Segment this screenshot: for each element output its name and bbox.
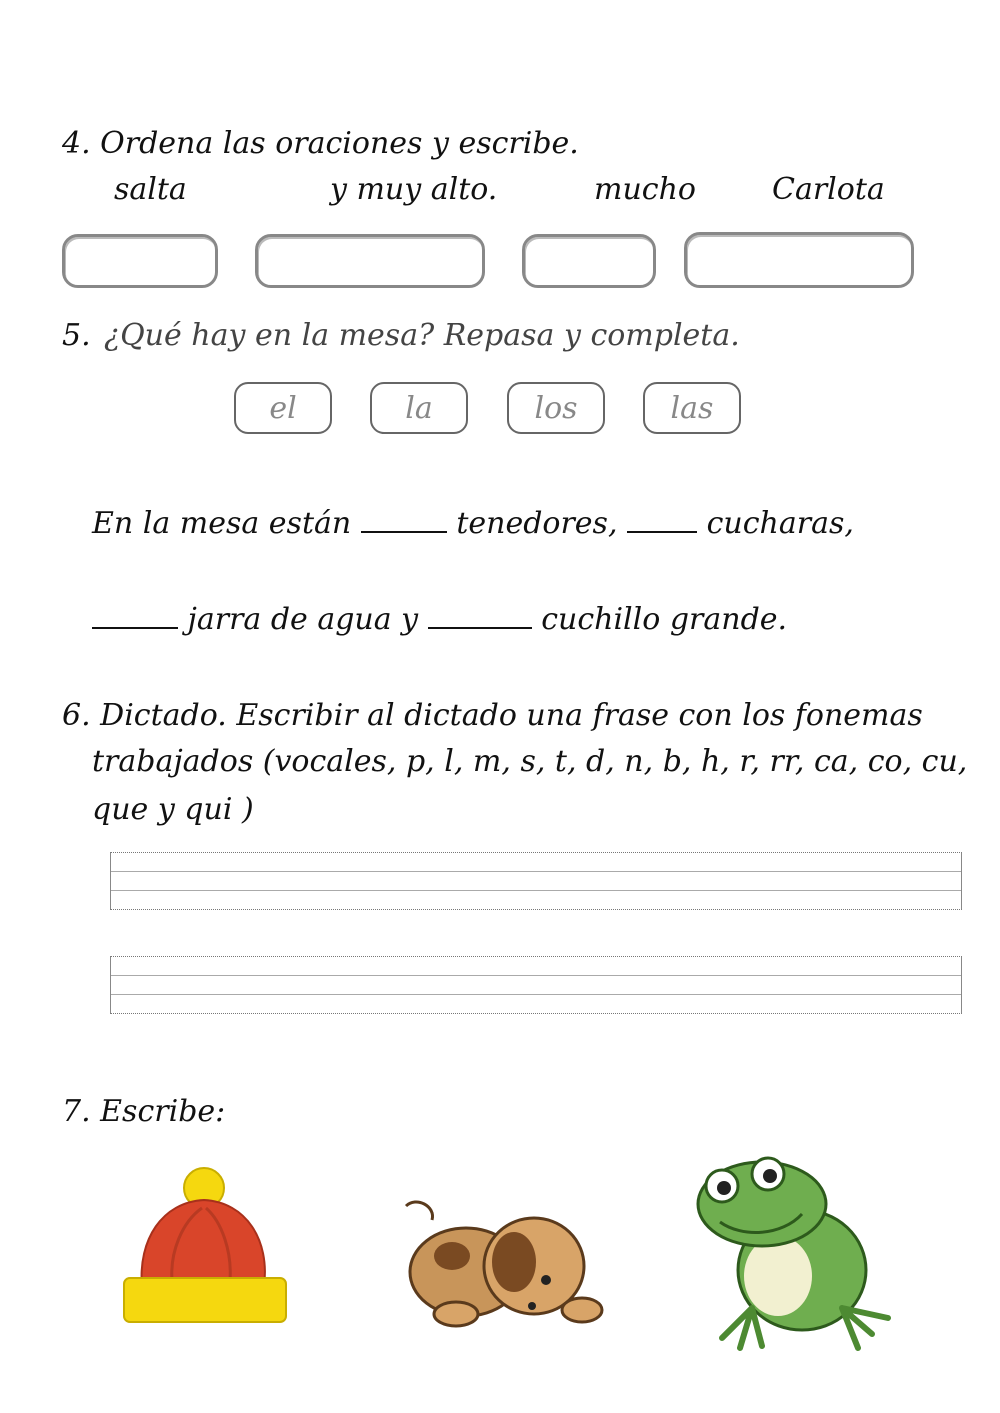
article-box-la [370, 382, 468, 434]
article-la: la [405, 390, 433, 426]
article-box-las [643, 382, 741, 434]
blank-4[interactable] [428, 603, 532, 629]
dog-image [396, 1196, 606, 1338]
q4-word-4: Carlota [772, 172, 885, 207]
q4-word-2: y muy alto. [330, 172, 498, 207]
q7-title: 7. Escribe: [62, 1094, 226, 1129]
article-los: los [534, 390, 578, 426]
q6-line-2: trabajados (vocales, p, l, m, s, t, d, n, b, h, r, rr, ca, co, cu, [92, 744, 968, 779]
q6-line-1: 6. Dictado. Escribir al dictado una frase con los fonemas [62, 698, 923, 733]
q4-word-1: salta [114, 172, 187, 207]
q4-answer-box-4[interactable] [684, 232, 914, 288]
q6-line-3: que y qui ) [92, 792, 254, 827]
q5-line1-part-a: En la mesa están [92, 506, 352, 541]
blank-2[interactable] [627, 507, 697, 533]
q5-line1-part-c: cucharas, [706, 506, 854, 541]
q4-answer-box-1[interactable] [62, 234, 218, 288]
dictation-lines-2[interactable] [110, 956, 962, 1014]
q5-line2-part-b: cuchillo grande. [541, 602, 788, 637]
q5-number: 5. [62, 318, 91, 353]
q5-line2-part-a: jarra de agua y [187, 602, 419, 637]
article-las: las [670, 390, 714, 426]
q5-line1-part-b: tenedores, [456, 506, 618, 541]
hat-image [112, 1160, 292, 1332]
q5-sentence-line-1 [92, 506, 854, 542]
q4-word-3: mucho [594, 172, 696, 207]
q5-sentence-line-2 [92, 602, 787, 638]
q4-answer-box-2[interactable] [255, 234, 485, 288]
article-box-el [234, 382, 332, 434]
article-box-los [507, 382, 605, 434]
q4-title: 4. Ordena las oraciones y escribe. [62, 126, 579, 161]
blank-3[interactable] [92, 603, 178, 629]
article-el: el [269, 390, 297, 426]
blank-1[interactable] [361, 507, 447, 533]
dictation-lines-1[interactable] [110, 852, 962, 910]
frog-image [692, 1148, 902, 1358]
q5-title: ¿Qué hay en la mesa? Repasa y completa. [104, 318, 740, 353]
q4-answer-box-3[interactable] [522, 234, 656, 288]
